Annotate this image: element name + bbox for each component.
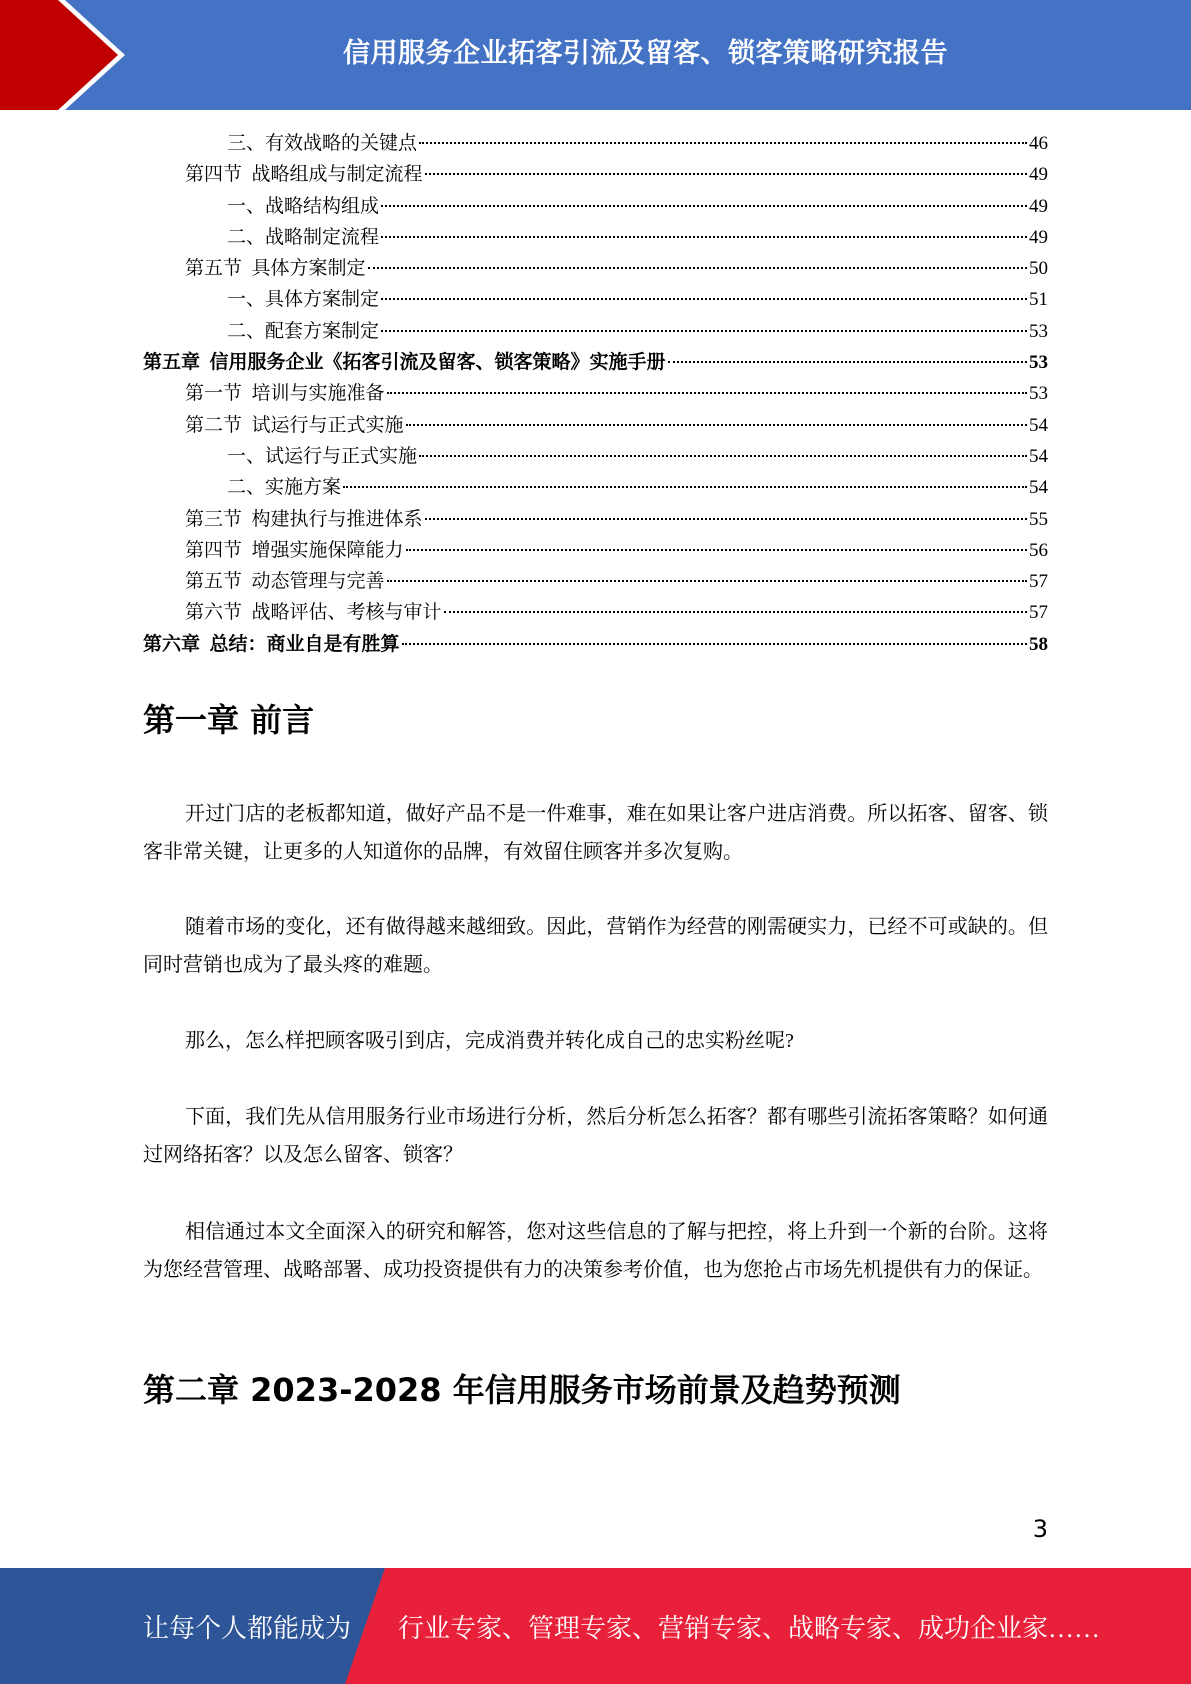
body-paragraph: 随着市场的变化，还有做得越来越细致。因此，营销作为经营的刚需硬实力，已经不可或缺的。但同时营销也成为了最头疼的难题。 (143, 916, 1048, 976)
toc-entry-label: 第五节 动态管理与完善 (185, 571, 385, 593)
toc-entry-page: 49 (1029, 226, 1048, 248)
toc-entry-label: 第六节 战略评估、考核与审计 (185, 602, 442, 624)
toc-entry[interactable] (143, 504, 1048, 535)
toc-entry-page: 53 (1029, 383, 1048, 405)
body-paragraph: 下面，我们先从信用服务行业市场进行分析，然后分析怎么拓客？都有哪些引流拓客策略？如何通过网络拓客？以及怎么留客、锁客？ (143, 1106, 1048, 1166)
toc-entry[interactable] (143, 128, 1048, 159)
toc-entry-page: 55 (1029, 508, 1048, 530)
toc-entry-label: 第五章 信用服务企业《拓客引流及留客、锁客策略》实施手册 (143, 352, 666, 374)
toc-leader (406, 549, 1027, 551)
toc-entry[interactable] (143, 566, 1048, 597)
toc-entry-label: 第一节 培训与实施准备 (185, 383, 385, 405)
body-paragraph: 那么，怎么样把顾客吸引到店，完成消费并转化成自己的忠实粉丝呢? (185, 1030, 794, 1052)
table-of-contents (143, 128, 1048, 660)
toc-leader (343, 486, 1027, 488)
toc-entry[interactable] (143, 191, 1048, 222)
toc-entry-page: 56 (1029, 539, 1048, 561)
toc-entry-label: 第五节 具体方案制定 (185, 258, 366, 280)
toc-entry[interactable] (143, 159, 1048, 190)
toc-entry[interactable] (143, 284, 1048, 315)
toc-leader (406, 424, 1027, 426)
toc-entry-label: 一、具体方案制定 (227, 289, 380, 311)
toc-entry[interactable] (143, 472, 1048, 503)
toc-entry-label: 一、试运行与正式实施 (227, 445, 418, 467)
toc-chapter-entry[interactable] (143, 347, 1048, 378)
toc-leader (425, 173, 1027, 175)
toc-leader (387, 580, 1027, 582)
toc-entry-label: 二、实施方案 (227, 477, 342, 499)
chapter-1-heading: 第一章 前言 (143, 701, 315, 739)
body-paragraph: 相信通过本文全面深入的研究和解答，您对这些信息的了解与把控，将上升到一个新的台阶。这将为您经营管理、战略部署、成功投资提供有力的决策参考价值，也为您抢占市场先机提供有力的保证。 (143, 1221, 1048, 1281)
toc-entry-page: 51 (1029, 289, 1048, 311)
toc-chapter-entry[interactable] (143, 629, 1048, 660)
footer-slogan-right: 行业专家、管理专家、营销专家、战略专家、成功企业家…… (398, 1613, 1101, 1643)
body-paragraph: 开过门店的老板都知道，做好产品不是一件难事，难在如果让客户进店消费。所以拓客、留客、锁客非常关键，让更多的人知道你的品牌，有效留住顾客并多次复购。 (143, 803, 1048, 863)
toc-entry-label: 第四节 增强实施保障能力 (185, 539, 404, 561)
toc-leader (668, 361, 1027, 363)
footer-band (0, 1568, 1191, 1684)
header-arrow-icon (0, 0, 160, 110)
chapter-2-heading: 第二章 2023-2028 年信用服务市场前景及趋势预测 (143, 1371, 901, 1409)
toc-leader (381, 330, 1027, 332)
toc-entry-label: 三、有效战略的关键点 (227, 133, 418, 154)
toc-leader (419, 455, 1027, 457)
page-number: 3 (1032, 1515, 1048, 1543)
toc-entry-page: 58 (1029, 633, 1048, 655)
toc-entry-page: 53 (1029, 320, 1048, 342)
toc-entry-page: 49 (1029, 164, 1048, 186)
toc-entry-label: 第二节 试运行与正式实施 (185, 414, 404, 436)
toc-entry[interactable] (143, 316, 1048, 347)
toc-entry-label: 第六章 总结：商业自是有胜算 (143, 633, 400, 655)
toc-leader (381, 298, 1027, 300)
toc-entry[interactable] (143, 378, 1048, 409)
toc-entry-page: 54 (1029, 445, 1048, 467)
toc-entry[interactable] (143, 441, 1048, 472)
toc-leader (368, 267, 1027, 269)
toc-entry-page: 53 (1029, 352, 1048, 374)
toc-entry-page: 54 (1029, 414, 1048, 436)
toc-entry-label: 第三节 构建执行与推进体系 (185, 508, 423, 530)
toc-leader (381, 205, 1027, 207)
toc-leader (402, 643, 1027, 645)
toc-entry[interactable] (143, 597, 1048, 628)
toc-entry-page: 50 (1029, 258, 1048, 280)
toc-entry-label: 二、配套方案制定 (227, 320, 380, 342)
header-band (0, 0, 1191, 110)
report-title: 信用服务企业拓客引流及留客、锁客策略研究报告 (343, 37, 948, 69)
toc-entry-page: 57 (1029, 602, 1048, 624)
toc-entry[interactable] (143, 222, 1048, 253)
footer-slogan-left: 让每个人都能成为 (143, 1613, 352, 1643)
toc-entry-page: 46 (1029, 133, 1048, 154)
toc-entry-label: 二、战略制定流程 (227, 226, 380, 248)
toc-leader (381, 236, 1027, 238)
toc-entry-label: 第四节 战略组成与制定流程 (185, 164, 423, 186)
toc-entry-page: 49 (1029, 195, 1048, 217)
toc-leader (444, 611, 1027, 613)
toc-leader (425, 518, 1027, 520)
toc-entry-page: 54 (1029, 477, 1048, 499)
toc-entry-page: 57 (1029, 571, 1048, 593)
toc-entry[interactable] (143, 410, 1048, 441)
toc-leader (419, 142, 1027, 144)
toc-entry[interactable] (143, 253, 1048, 284)
toc-leader (387, 392, 1027, 394)
toc-entry-label: 一、战略结构组成 (227, 195, 380, 217)
toc-entry[interactable] (143, 535, 1048, 566)
